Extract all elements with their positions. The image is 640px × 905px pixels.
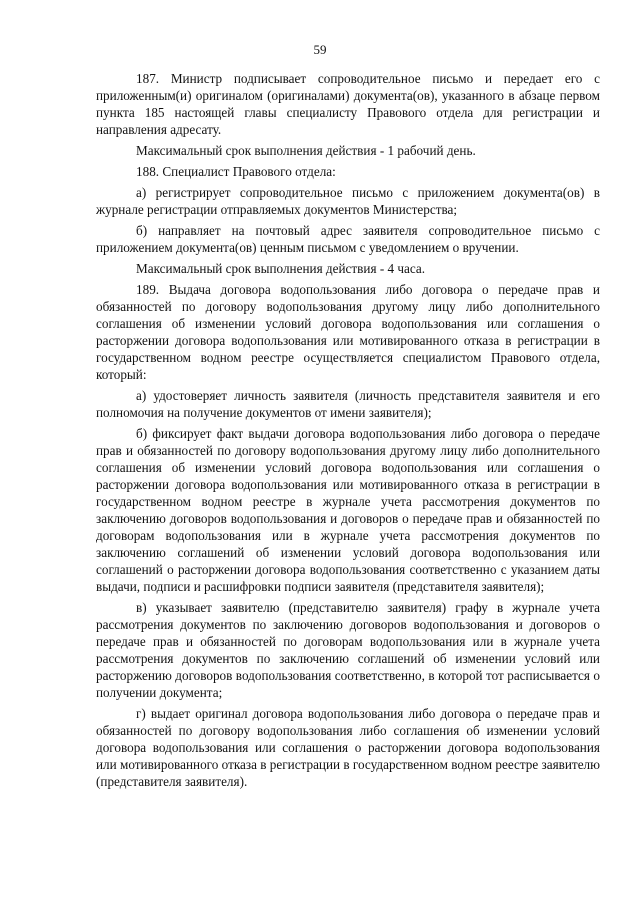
page-number: 59 — [313, 42, 327, 57]
document-body — [96, 70, 600, 794]
paragraph-189-b: б) фиксирует факт выдачи договора водопользования либо договора о передаче прав и обязанностей по договору водопользования другому лицу либо дополнительного соглашения об изменении условий договора водопользования или соглашения о расторжении договора водопользования или мотивированного отказа в регистрации в государственном водном реестре в журнале учета рассмотрения документов по заключению договоров водопользования и договоров о передаче прав и обязанностей по договорам водопользования или в журнале учета рассмотрения документов по заключению соглашений об изменении условий договора водопользования или соглашений о расторжении договора водопользования соответственно с указанием даты выдачи, подписи и расшифровки подписи заявителя (представителя заявителя); — [96, 426, 600, 594]
paragraph-189-a: а) удостоверяет личность заявителя (личность представителя заявителя и его полномочия на получение документов от имени заявителя); — [96, 388, 600, 420]
paragraph-188: 188. Специалист Правового отдела: — [136, 164, 336, 179]
paragraph-deadline-1: Максимальный срок выполнения действия - 1 рабочий день. — [136, 143, 476, 158]
paragraph-189-v: в) указывает заявителю (представителю заявителя) графу в журнале учета рассмотрения документов по заключению договоров водопользования и договоров о передаче прав и обязанностей по договорам водопользования или в журнале учета рассмотрения документов по заключению соглашений об изменении условий или расторжению договоров водопользования соответственно, в которой тот расписывается о получении документа; — [96, 600, 600, 700]
paragraph-187: 187. Министр подписывает сопроводительное письмо и передает его с приложенным(и) оригиналом (оригиналами) документа(ов), указанного в абзаце первом пункта 185 настоящей главы специалисту Правового отдела для регистрации и направления адресату. — [96, 71, 600, 137]
paragraph-189: 189. Выдача договора водопользования либо договора о передаче прав и обязанностей по договору водопользования другому лицу либо дополнительного соглашения об изменении условий договора водопользования или соглашения о расторжении договора водопользования или мотивированного отказа в регистрации в государственном водном реестре осуществляется специалистом Правового отдела, который: — [96, 282, 600, 382]
paragraph-188-b: б) направляет на почтовый адрес заявителя сопроводительное письмо с приложением документа(ов) ценным письмом с уведомлением о вручении. — [96, 223, 600, 255]
paragraph-189-g: г) выдает оригинал договора водопользования либо договора о передаче прав и обязанностей по договору водопользования либо соглашения об изменении условий договора водопользования или соглашения о расторжении договора водопользования или мотивированного отказа в регистрации в государственном водном реестре заявителю (представителя заявителя). — [96, 706, 600, 789]
paragraph-188-a: а) регистрирует сопроводительное письмо с приложением документа(ов) в журнале регистрации отправляемых документов Министерства; — [96, 185, 600, 217]
paragraph-deadline-2: Максимальный срок выполнения действия - 4 часа. — [136, 261, 426, 276]
